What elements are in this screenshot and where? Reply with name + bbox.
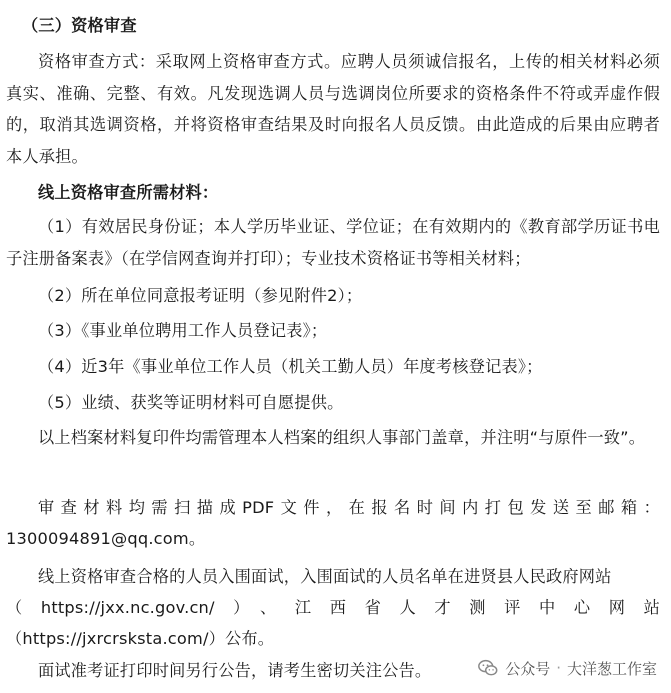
paragraph-interview-line-2: （https://jxx.nc.gov.cn/）、江西省人才测评中心网站 <box>6 598 660 617</box>
wechat-watermark <box>473 655 661 681</box>
email-address: 1300094891@qq.com。 <box>6 529 206 548</box>
paragraph-email-line-1: 审查材料均需扫描成PDF文件，在报名时间内打包发送至邮箱： <box>38 498 660 517</box>
paragraph-seal-note: 以上档案材料复印件均需管理本人档案的组织人事部门盖章，并注明“与原件一致”。 <box>38 428 646 447</box>
materials-item-3: （3）《事业单位聘用工作人员登记表》； <box>38 321 328 340</box>
watermark-label: 公众号 <box>505 659 551 678</box>
watermark-account: 大洋葱工作室 <box>566 659 657 678</box>
section-heading: （三）资格审查 <box>22 16 137 35</box>
watermark-separator: · <box>556 659 561 677</box>
paragraph-admission: 面试准考证打印时间另行公告，请考生密切关注公告。 <box>38 661 432 680</box>
wechat-icon <box>477 657 499 679</box>
paragraph-interview-line-1: 线上资格审查合格的人员入围面试，入围面试的人员名单在进贤县人民政府网站 <box>38 567 612 586</box>
materials-item-1: （1）有效居民身份证；本人学历毕业证、学位证；在有效期内的《教育部学历证书电子注册备案表》（在学信网查询并打印）；专业技术资格证书等相关材料； <box>6 217 660 268</box>
materials-item-4: （4）近3年《事业单位工作人员（机关工勤人员）年度考核登记表》； <box>38 357 543 376</box>
materials-item-2: （2）所在单位同意报考证明（参见附件2）； <box>38 286 363 305</box>
paragraph-interview-line-3: （https://jxrcrsksta.com/）公布。 <box>6 629 275 648</box>
materials-heading: 线上资格审查所需材料： <box>38 183 219 202</box>
paragraph-method: 资格审查方式：采取网上资格审查方式。应聘人员须诚信报名，上传的相关材料必须真实、准确、完整、有效。凡发现选调人员与选调岗位所要求的资格条件不符或弄虚作假的，取消其选调资格，并将资格审查结果及时向报名人员反馈。由此造成的后果由应聘者本人承担。 <box>6 52 660 166</box>
materials-item-5: （5）业绩、获奖等证明材料可自愿提供。 <box>38 393 344 412</box>
